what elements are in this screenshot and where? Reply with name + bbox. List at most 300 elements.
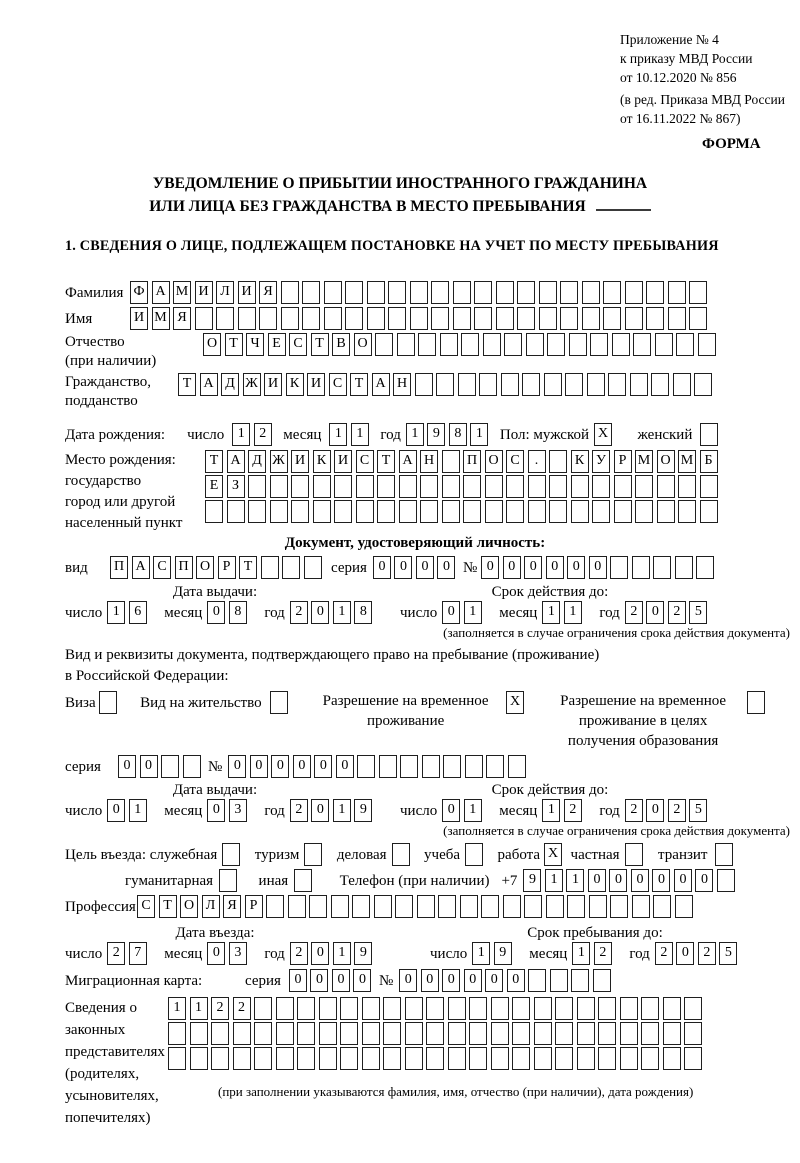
form-cell xyxy=(340,1022,358,1045)
form-cell: С xyxy=(153,556,171,579)
form-cell: 1 xyxy=(472,942,490,965)
form-cell: А xyxy=(227,450,245,473)
form-cell xyxy=(598,997,616,1020)
form-cell: 2 xyxy=(564,799,582,822)
form-cell xyxy=(485,475,503,498)
form-cell xyxy=(259,307,277,330)
form-cell xyxy=(233,1022,251,1045)
form-cell: 0 xyxy=(507,969,525,992)
annex-amend-line: (в ред. Приказа МВД России xyxy=(620,92,785,107)
resid-series-label: серия xyxy=(65,759,101,775)
month-label: месяц xyxy=(499,803,538,819)
form-cell: 9 xyxy=(427,423,445,446)
form-cell xyxy=(448,1047,466,1070)
form-cell: 2 xyxy=(107,942,125,965)
form-cell: Б xyxy=(700,450,718,473)
form-cell xyxy=(405,997,423,1020)
form-cell xyxy=(324,307,342,330)
form-cell xyxy=(612,333,630,356)
form-cell xyxy=(700,423,718,446)
form-cell: 0 xyxy=(310,969,328,992)
form-cell: 0 xyxy=(485,969,503,992)
form-cell: Д xyxy=(248,450,266,473)
form-cell: С xyxy=(137,895,155,918)
form-cell xyxy=(474,307,492,330)
form-cell xyxy=(261,556,279,579)
form-cell: 2 xyxy=(290,799,308,822)
form-cell xyxy=(399,500,417,523)
form-cell xyxy=(302,307,320,330)
form-cell: К xyxy=(571,450,589,473)
form-title-line2: ИЛИ ЛИЦА БЕЗ ГРАЖДАНСТВА В МЕСТО ПРЕБЫВАНИЯ xyxy=(0,195,800,218)
year-label: год xyxy=(264,946,285,962)
form-cell: Т xyxy=(159,895,177,918)
form-cell xyxy=(549,500,567,523)
form-cell: 1 xyxy=(564,601,582,624)
form-cell xyxy=(334,500,352,523)
form-cell xyxy=(620,1022,638,1045)
entry-year-cells xyxy=(290,942,376,965)
form-cell xyxy=(426,997,444,1020)
form-cell xyxy=(227,500,245,523)
form-cell xyxy=(512,1022,530,1045)
tourism-checkbox xyxy=(304,843,326,866)
form-cell: 7 xyxy=(129,942,147,965)
form-cell xyxy=(567,895,585,918)
form-cell: 1 xyxy=(168,997,186,1020)
form-cell xyxy=(517,307,535,330)
form-cell: 1 xyxy=(232,423,250,446)
form-cell xyxy=(383,997,401,1020)
visa-checkbox xyxy=(99,691,121,714)
birthplace-row2-cells xyxy=(205,475,721,498)
form-cell: 0 xyxy=(311,601,329,624)
form-cell: И xyxy=(307,373,325,396)
form-cell xyxy=(620,1047,638,1070)
temp-permit-checkbox xyxy=(506,691,528,714)
transit-label: транзит xyxy=(658,847,708,863)
study-label: учеба xyxy=(424,847,461,863)
resid-series-row xyxy=(65,755,800,779)
patronymic-label: Отчество (при наличии) xyxy=(65,334,157,369)
migration-card-row xyxy=(65,969,800,993)
form-cell: 2 xyxy=(290,942,308,965)
transit-checkbox xyxy=(715,843,737,866)
citizenship-row xyxy=(65,373,800,417)
month-label: месяц xyxy=(164,605,203,621)
form-cell: 0 xyxy=(503,556,521,579)
form-cell: 0 xyxy=(546,556,564,579)
form-cell xyxy=(190,1022,208,1045)
form-cell: 2 xyxy=(594,942,612,965)
migr-series-cells xyxy=(289,969,375,992)
form-cell: X xyxy=(594,423,612,446)
passport-issue-group xyxy=(65,583,400,625)
form-cell xyxy=(684,997,702,1020)
doc-type-cells xyxy=(110,556,325,579)
form-cell xyxy=(331,895,349,918)
form-cell xyxy=(517,281,535,304)
private-checkbox xyxy=(625,843,647,866)
form-cell xyxy=(288,895,306,918)
form-cell: 1 xyxy=(107,601,125,624)
form-cell xyxy=(571,969,589,992)
form-cell xyxy=(663,1047,681,1070)
profession-cells xyxy=(137,895,696,918)
form-cell: 1 xyxy=(333,601,351,624)
form-cell: Ч xyxy=(246,333,264,356)
form-cell xyxy=(689,307,707,330)
form-cell xyxy=(571,475,589,498)
form-cell: У xyxy=(592,450,610,473)
business-label: деловая xyxy=(336,847,387,863)
form-cell: С xyxy=(506,450,524,473)
form-cell xyxy=(555,1022,573,1045)
form-cell: П xyxy=(463,450,481,473)
doc-type-label: вид xyxy=(65,560,88,576)
year-label: год xyxy=(264,803,285,819)
form-cell xyxy=(460,895,478,918)
month-label: месяц xyxy=(529,946,568,962)
form-cell xyxy=(565,373,583,396)
form-cell xyxy=(544,373,562,396)
form-cell xyxy=(270,500,288,523)
form-cell xyxy=(534,1047,552,1070)
citizenship-cells xyxy=(178,373,716,396)
form-cell xyxy=(614,500,632,523)
year-label: год xyxy=(599,803,620,819)
form-cell xyxy=(657,475,675,498)
day-label: число xyxy=(65,946,103,962)
birthdate-label: Дата рождения: xyxy=(65,427,166,443)
form-cell xyxy=(367,281,385,304)
guardians-block xyxy=(65,997,800,1129)
form-cell xyxy=(383,1022,401,1045)
form-cell xyxy=(641,1022,659,1045)
form-cell xyxy=(222,843,240,866)
form-cell: Р xyxy=(614,450,632,473)
day-label: число xyxy=(65,605,103,621)
migr-series-label: серия xyxy=(245,973,281,989)
form-cell xyxy=(304,843,322,866)
form-cell: 0 xyxy=(207,799,225,822)
form-cell xyxy=(362,1022,380,1045)
form-cell: X xyxy=(544,843,562,866)
birthplace-row3-cells xyxy=(205,500,721,523)
form-cell xyxy=(219,869,237,892)
form-cell xyxy=(598,1047,616,1070)
form-cell xyxy=(448,1022,466,1045)
form-cell: И xyxy=(264,373,282,396)
annex-line: от 10.12.2020 № 856 xyxy=(620,70,737,85)
form-cell xyxy=(526,333,544,356)
month-label: месяц xyxy=(164,946,203,962)
form-cell: Н xyxy=(393,373,411,396)
form-cell: 5 xyxy=(689,601,707,624)
guardians-row2-cells xyxy=(168,1022,706,1045)
humanitarian-checkbox xyxy=(219,869,241,892)
form-cell xyxy=(442,500,460,523)
form-cell xyxy=(442,450,460,473)
patronymic-cells xyxy=(203,333,719,356)
form-cell xyxy=(506,475,524,498)
form-cell xyxy=(534,997,552,1020)
other-label: иная xyxy=(258,873,289,889)
form-cell: О xyxy=(180,895,198,918)
form-cell: 1 xyxy=(545,869,563,892)
form-cell xyxy=(392,843,410,866)
form-cell xyxy=(700,500,718,523)
passport-valid-group xyxy=(400,583,725,625)
stay-month-cells xyxy=(572,942,615,965)
form-cell xyxy=(291,500,309,523)
form-cell: Т xyxy=(225,333,243,356)
form-cell: 2 xyxy=(254,423,272,446)
entry-date-group xyxy=(65,924,400,966)
stay-until-title: Срок пребывания до: xyxy=(527,925,663,941)
form-cell xyxy=(655,333,673,356)
form-cell: С xyxy=(356,450,374,473)
form-cell xyxy=(418,333,436,356)
form-cell xyxy=(463,475,481,498)
form-cell: Ж xyxy=(270,450,288,473)
form-cell: 2 xyxy=(625,601,643,624)
form-cell xyxy=(555,997,573,1020)
form-cell: 1 xyxy=(351,423,369,446)
day-label: число xyxy=(430,946,468,962)
form-cell xyxy=(603,307,621,330)
form-cell xyxy=(463,500,481,523)
form-cell xyxy=(684,1022,702,1045)
form-cell: О xyxy=(657,450,675,473)
passport-valid-title: Срок действия до: xyxy=(491,584,609,600)
form-cell xyxy=(504,333,522,356)
temp-permit-label: Разрешение на временное проживание xyxy=(322,693,489,729)
form-cell xyxy=(483,333,501,356)
resid-valid-year-cells xyxy=(625,799,711,822)
form-cell xyxy=(168,1047,186,1070)
form-cell: Т xyxy=(377,450,395,473)
form-cell xyxy=(593,969,611,992)
sex-female-label: женский xyxy=(637,427,693,443)
form-cell xyxy=(632,895,650,918)
form-cell xyxy=(546,895,564,918)
id-doc-header: Документ, удостоверяющий личность: xyxy=(284,535,546,551)
year-label: год xyxy=(599,605,620,621)
form-cell xyxy=(508,755,526,778)
form-cell: 0 xyxy=(228,755,246,778)
form-cell xyxy=(294,869,312,892)
doc-number-label: № xyxy=(462,560,478,576)
form-cell: Л xyxy=(216,281,234,304)
form-cell: 2 xyxy=(668,799,686,822)
form-cell: 3 xyxy=(229,799,247,822)
form-cell: . xyxy=(528,450,546,473)
form-cell xyxy=(603,281,621,304)
entry-day-cells xyxy=(107,942,150,965)
form-cell xyxy=(587,373,605,396)
form-cell xyxy=(281,281,299,304)
form-cell xyxy=(465,755,483,778)
form-cell xyxy=(319,1022,337,1045)
form-cell xyxy=(678,475,696,498)
form-cell xyxy=(383,1047,401,1070)
form-cell xyxy=(668,307,686,330)
form-cell: И xyxy=(195,281,213,304)
form-cell: 2 xyxy=(668,601,686,624)
form-cell xyxy=(653,556,671,579)
phone-prefix: +7 xyxy=(501,873,518,889)
year-label: год xyxy=(264,605,285,621)
month-label: месяц xyxy=(164,803,203,819)
resid-issue-day-cells xyxy=(107,799,150,822)
form-cell xyxy=(689,281,707,304)
form-cell: 0 xyxy=(416,556,434,579)
form-cell: 1 xyxy=(566,869,584,892)
form-cell: О xyxy=(354,333,372,356)
form-cell xyxy=(340,997,358,1020)
form-cell xyxy=(549,450,567,473)
form-cell: 0 xyxy=(442,601,460,624)
form-cell xyxy=(560,307,578,330)
tourism-label: туризм xyxy=(254,847,300,863)
form-cell xyxy=(577,997,595,1020)
form-cell xyxy=(374,895,392,918)
form-cell xyxy=(276,1047,294,1070)
form-cell: Ф xyxy=(130,281,148,304)
form-cell xyxy=(357,755,375,778)
passport-valid-day-cells xyxy=(442,601,485,624)
form-cell: Е xyxy=(268,333,286,356)
work-label: работа xyxy=(497,847,541,863)
form-cell: Д xyxy=(221,373,239,396)
residence-permit-checkbox xyxy=(270,691,292,714)
form-cell: 1 xyxy=(129,799,147,822)
form-cell: 0 xyxy=(695,869,713,892)
form-cell: 8 xyxy=(449,423,467,446)
form-cell xyxy=(524,895,542,918)
form-cell: 0 xyxy=(293,755,311,778)
sex-female-checkbox xyxy=(700,423,722,446)
form-cell xyxy=(195,307,213,330)
doc-type-row xyxy=(65,556,800,580)
residence-permit-label: Вид на жительство xyxy=(140,695,262,711)
form-cell: 2 xyxy=(625,799,643,822)
passport-dates-row xyxy=(65,583,800,625)
form-cell xyxy=(190,1047,208,1070)
form-cell: 0 xyxy=(311,942,329,965)
form-cell xyxy=(653,895,671,918)
guardians-label: Сведения о законных представителях (родителях, усыновителях, попечителях) xyxy=(65,1000,165,1126)
resid-issue-month-cells xyxy=(207,799,250,822)
migr-number-label: № xyxy=(378,973,394,989)
doc-series-label: серия xyxy=(331,560,367,576)
visa-label: Виза xyxy=(65,695,96,711)
form-cell xyxy=(309,895,327,918)
form-cell xyxy=(426,1047,444,1070)
form-cell xyxy=(694,373,712,396)
form-cell: 1 xyxy=(542,601,560,624)
resid-valid-group xyxy=(400,781,725,823)
form-cell xyxy=(571,500,589,523)
form-cell: 0 xyxy=(314,755,332,778)
form-cell xyxy=(458,373,476,396)
form-cell xyxy=(340,1047,358,1070)
form-cell: 2 xyxy=(290,601,308,624)
form-cell xyxy=(696,556,714,579)
form-cell xyxy=(302,281,320,304)
form-cell: 0 xyxy=(399,969,417,992)
form-cell xyxy=(431,307,449,330)
form-cell xyxy=(590,333,608,356)
form-cell xyxy=(161,755,179,778)
form-cell xyxy=(410,307,428,330)
form-cell xyxy=(379,755,397,778)
form-cell xyxy=(254,997,272,1020)
form-cell xyxy=(717,869,735,892)
form-cell xyxy=(405,1047,423,1070)
form-cell: 3 xyxy=(229,942,247,965)
form-cell xyxy=(395,895,413,918)
purpose-label: Цель въезда: служебная xyxy=(65,847,218,863)
form-cell xyxy=(668,281,686,304)
form-cell xyxy=(367,307,385,330)
year-label: год xyxy=(380,427,401,443)
form-cell xyxy=(506,500,524,523)
form-cell: Ж xyxy=(243,373,261,396)
purpose-row xyxy=(65,843,800,867)
form-cell: 0 xyxy=(442,969,460,992)
forma-label: ФОРМА xyxy=(702,136,761,152)
form-cell: С xyxy=(329,373,347,396)
entry-dates-row xyxy=(65,924,800,966)
form-cell xyxy=(582,281,600,304)
form-cell xyxy=(276,997,294,1020)
passport-valid-month-cells xyxy=(542,601,585,624)
form-cell xyxy=(453,281,471,304)
form-cell xyxy=(549,475,567,498)
form-cell xyxy=(474,281,492,304)
other-checkbox xyxy=(294,869,316,892)
form-cell xyxy=(422,755,440,778)
business-checkbox xyxy=(392,843,414,866)
form-cell: 0 xyxy=(140,755,158,778)
surname-row xyxy=(65,281,800,305)
form-cell xyxy=(461,333,479,356)
day-label: число xyxy=(400,803,438,819)
form-cell xyxy=(501,373,519,396)
stay-until-group xyxy=(430,924,760,966)
form-cell xyxy=(388,281,406,304)
form-cell: 0 xyxy=(250,755,268,778)
year-label: год xyxy=(629,946,650,962)
form-cell xyxy=(630,373,648,396)
form-cell xyxy=(397,333,415,356)
form-cell xyxy=(747,691,765,714)
form-cell xyxy=(270,475,288,498)
form-cell: 0 xyxy=(207,601,225,624)
annex-block xyxy=(620,30,800,128)
form-cell: А xyxy=(152,281,170,304)
humanitarian-label: гуманитарная xyxy=(125,873,214,889)
form-cell xyxy=(528,475,546,498)
form-cell xyxy=(436,373,454,396)
phone-cells xyxy=(523,869,738,892)
form-cell: 0 xyxy=(118,755,136,778)
form-cell xyxy=(646,307,664,330)
work-checkbox xyxy=(544,843,566,866)
doc-number-cells xyxy=(481,556,718,579)
